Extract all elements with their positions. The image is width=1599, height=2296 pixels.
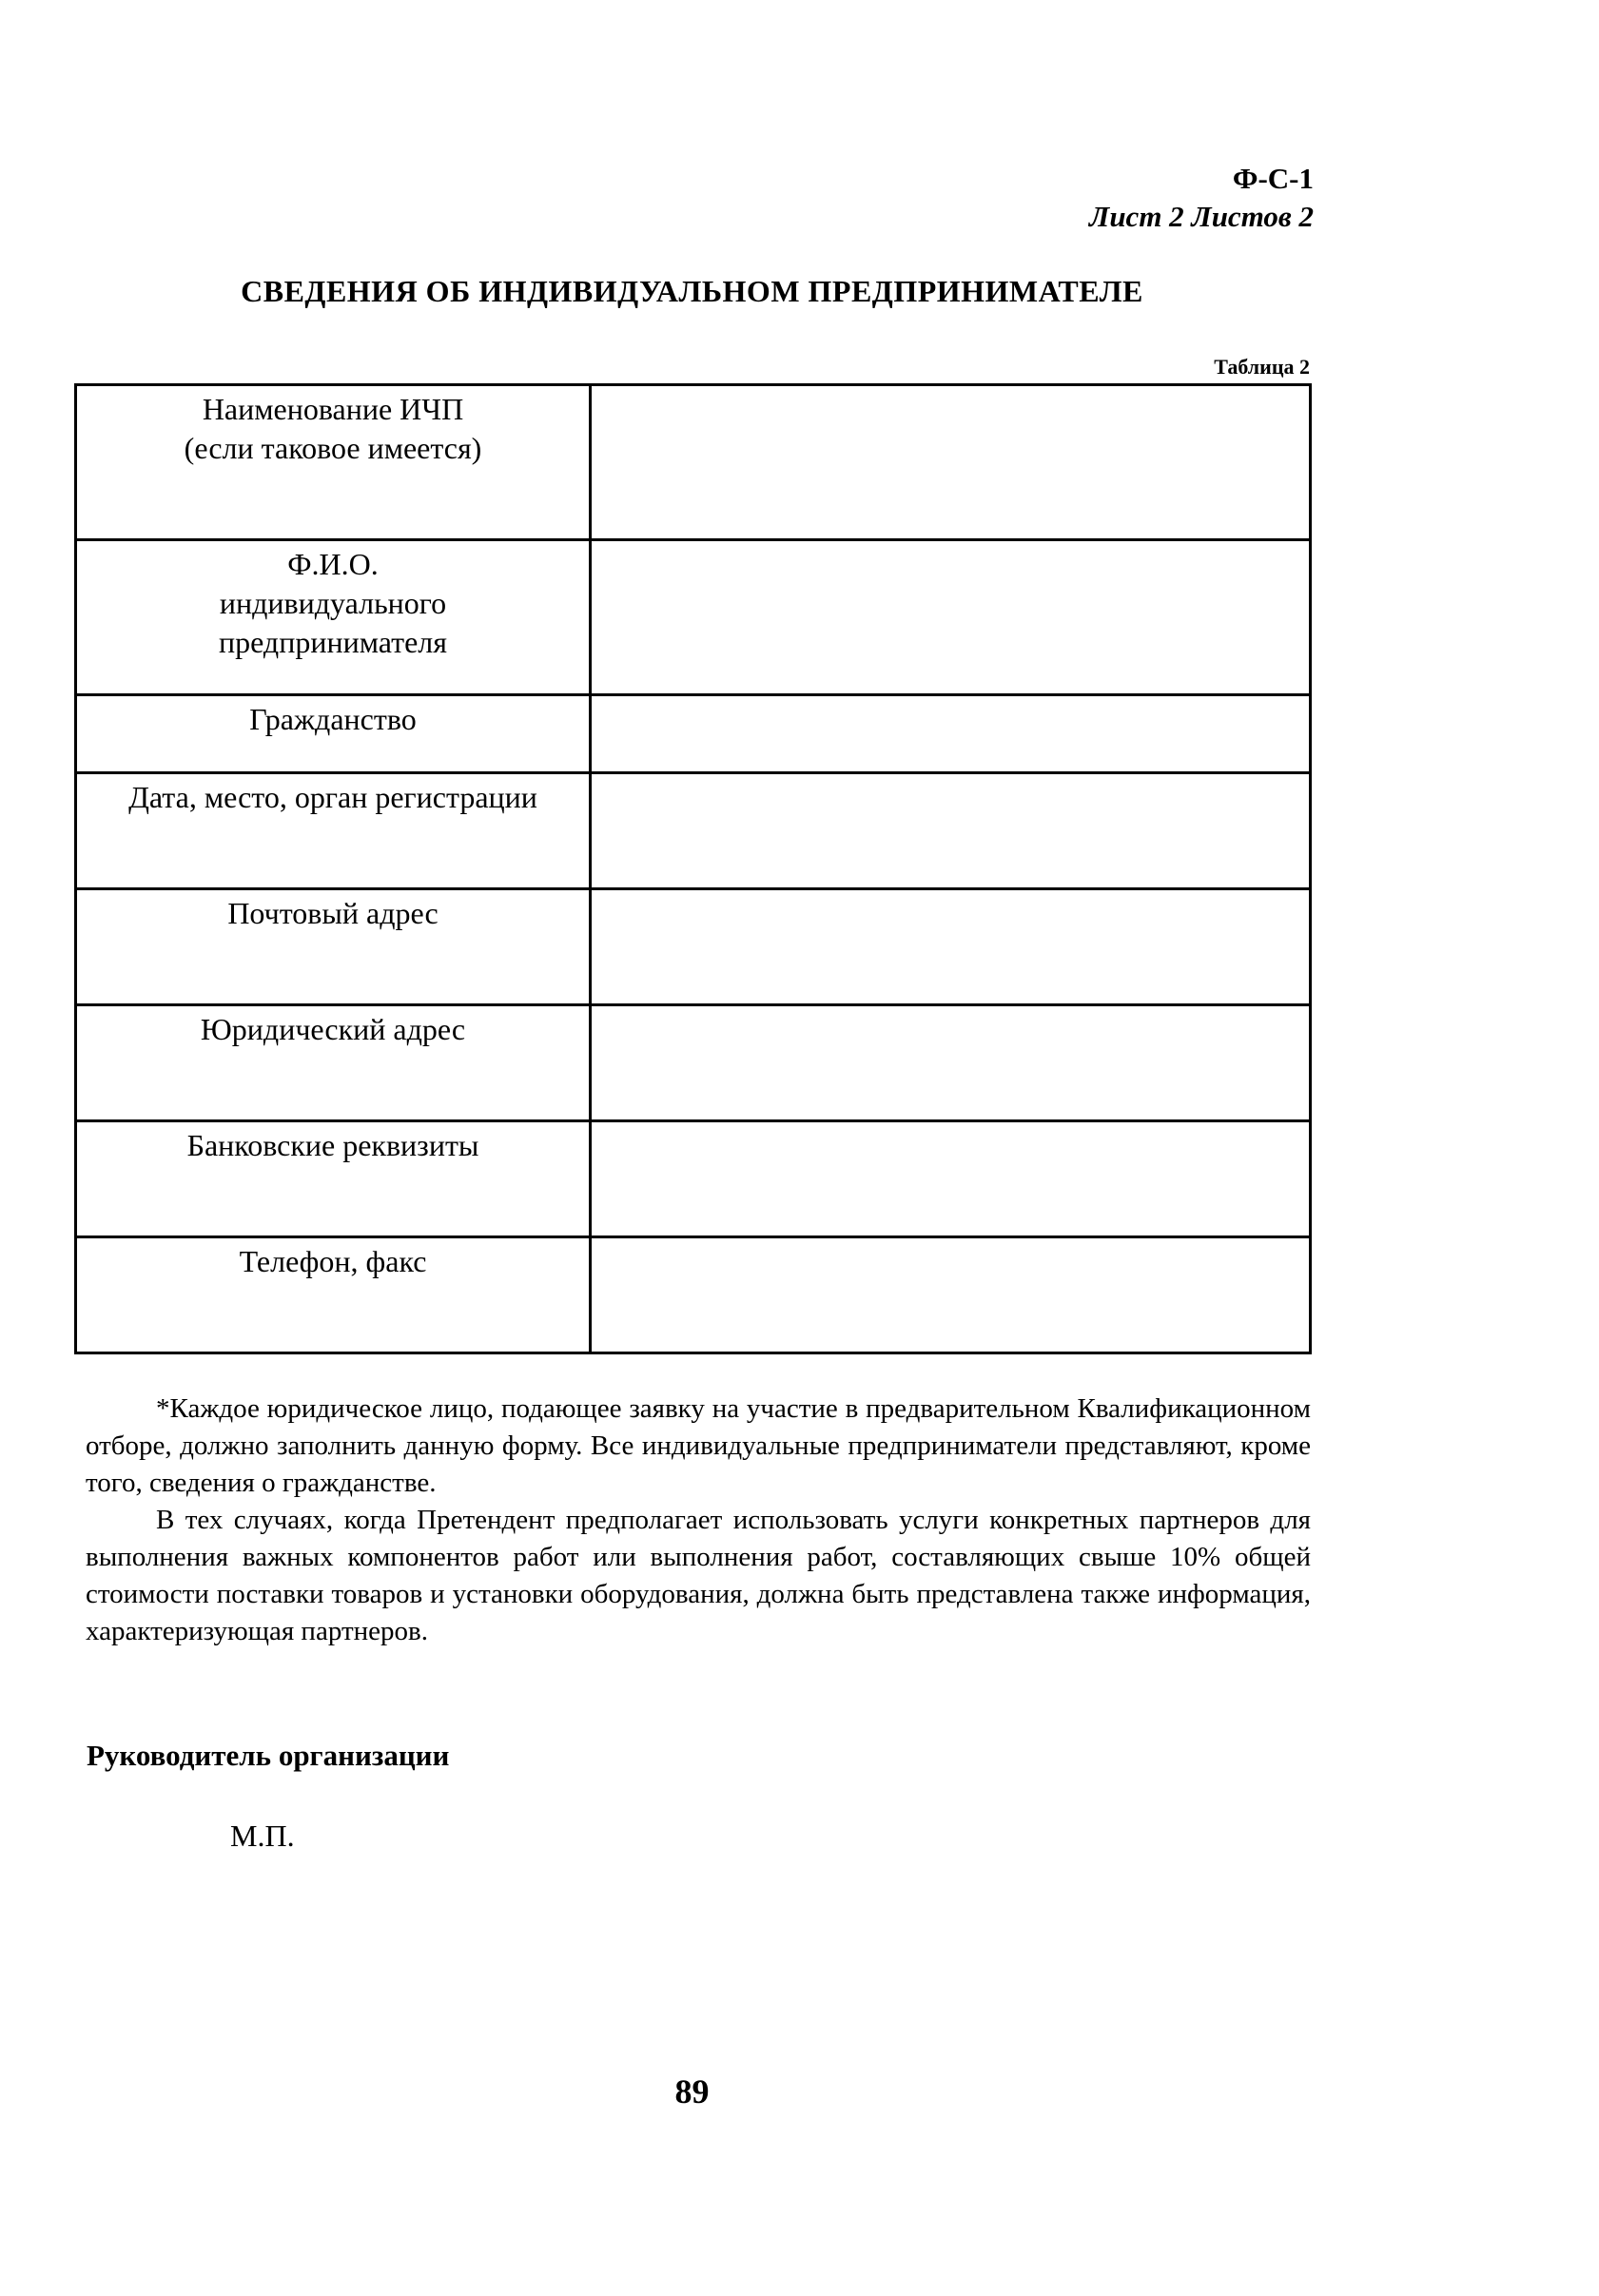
label-line: предпринимателя — [219, 625, 447, 659]
footnote — [86, 1391, 1311, 1650]
table-row-ichp-name — [76, 385, 1311, 540]
label-legal-address — [76, 1005, 591, 1121]
sheet-info: Лист 2 Листов 2 — [1089, 200, 1314, 233]
value-full-name[interactable] — [591, 540, 1311, 695]
label-registration — [76, 773, 591, 889]
value-bank-details[interactable] — [591, 1121, 1311, 1237]
value-legal-address[interactable] — [591, 1005, 1311, 1121]
table-row-registration — [76, 773, 1311, 889]
table-row-citizenship — [76, 695, 1311, 773]
value-ichp-name[interactable] — [591, 385, 1311, 540]
label-line: индивидуального — [219, 586, 447, 620]
label-line: Ф.И.О. — [287, 547, 379, 581]
page-number: 89 — [674, 2072, 710, 2111]
footnote-paragraph: *Каждое юридическое лицо, подающее заявку на участие в предварительном Квалификационном отборе, должно заполнить данную форму. Все индивидуальные предприниматели представляют, кроме того, сведения о гражданстве. — [86, 1393, 1311, 1498]
document-title: СВЕДЕНИЯ ОБ ИНДИВИДУАЛЬНОМ ПРЕДПРИНИМАТЕЛЕ — [241, 274, 1143, 308]
label-line: Телефон, факс — [239, 1244, 427, 1278]
signature-label: Руководитель организации — [87, 1739, 450, 1772]
table-row-phone-fax — [76, 1237, 1311, 1353]
table-row-bank-details — [76, 1121, 1311, 1237]
value-registration[interactable] — [591, 773, 1311, 889]
stamp-label: М.П. — [230, 1819, 295, 1853]
form-code-block — [1089, 160, 1314, 236]
value-postal-address[interactable] — [591, 889, 1311, 1005]
label-citizenship — [76, 695, 591, 773]
table-caption: Таблица 2 — [1214, 355, 1310, 379]
label-phone-fax — [76, 1237, 591, 1353]
value-citizenship[interactable] — [591, 695, 1311, 773]
table-row-postal-address — [76, 889, 1311, 1005]
label-line: (если таковое имеется) — [184, 431, 482, 465]
label-line: Наименование ИЧП — [202, 392, 464, 426]
label-line: Почтовый адрес — [227, 896, 439, 930]
label-ichp-name — [76, 385, 591, 540]
entrepreneur-info-table — [74, 383, 1312, 1354]
label-line: Гражданство — [249, 702, 417, 736]
label-bank-details — [76, 1121, 591, 1237]
table-row-full-name — [76, 540, 1311, 695]
form-code: Ф-С-1 — [1232, 162, 1314, 195]
label-full-name — [76, 540, 591, 695]
label-line: Банковские реквизиты — [186, 1128, 479, 1162]
table-row-legal-address — [76, 1005, 1311, 1121]
label-line: Дата, место, орган регистрации — [128, 780, 537, 814]
footnote-paragraph: В тех случаях, когда Претендент предполагает использовать услуги конкретных партнеров для выполнения важных компонентов работ или выполнения работ, составляющих свыше 10% общей стоимости поставки товаров и установки оборудования, должна быть представлена также информация, характеризующая партнеров. — [86, 1505, 1311, 1646]
label-line: Юридический адрес — [200, 1012, 466, 1046]
value-phone-fax[interactable] — [591, 1237, 1311, 1353]
label-postal-address — [76, 889, 591, 1005]
